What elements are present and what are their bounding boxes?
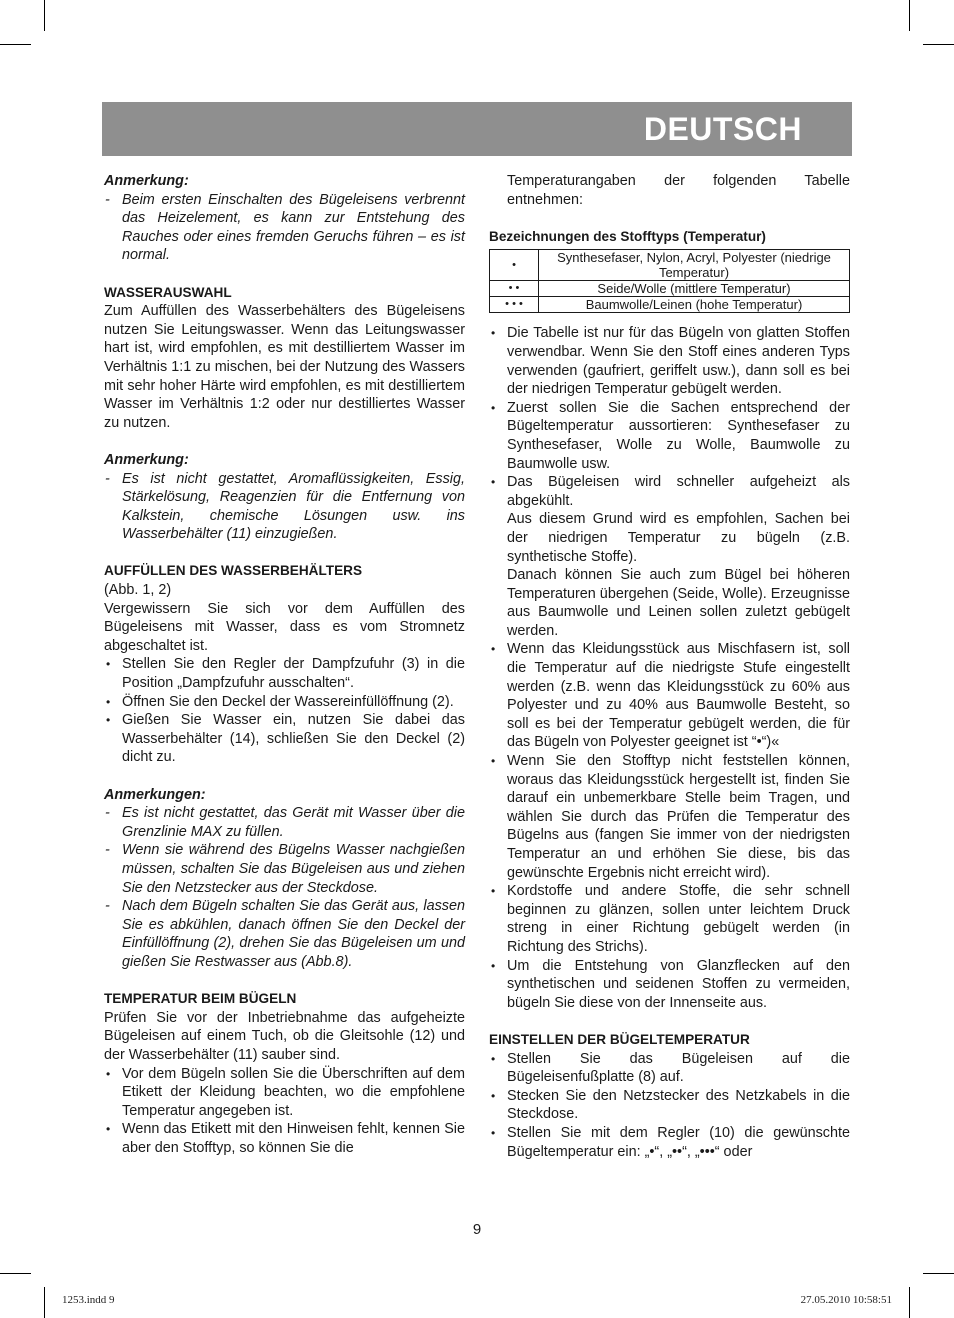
crop-mark (909, 1287, 910, 1318)
list-item: • Wenn das Kleidungsstück aus Mischfasern ist, soll die Temperatur auf die niedrigste Stufe eingestellt werden (z.B. wenn das Kleidungsstück zu 60% aus Polyester und zu 40% aus Baumwolle Besteht, so soll es bei der Temperatur gebügelt werden, die für das Bügeln von Polyester geeignet ist “•“)« (491, 641, 850, 751)
section-heading-set-temperature: EINSTELLEN DER BÜGELTEMPERATUR (489, 1031, 750, 1047)
fabric-label: Synthesefaser, Nylon, Acryl, Polyester (niedrige Temperatur) (539, 250, 850, 281)
crop-mark (44, 0, 45, 31)
list-item: • Die Tabelle ist nur für das Bügeln von glatten Stoffen verwendbar. Wenn Sie den Stoff eines anderen Typs verwenden (gaufriert, geriffelt usw.), dann soll es bei der niedrigen Temperatur gebügelt werden. (491, 325, 850, 398)
note-item: - Beim ersten Einschalten des Bügeleisens verbrennt das Heizelement, es kann zur Entstehung des Rauches oder eines fremden Geruchs führen – es ist normal. (105, 191, 465, 264)
list-item: • Gießen Sie Wasser ein, nutzen Sie dabei das Wasserbehälter (14), schließen Sie den Deckel (2) dicht zu. (106, 712, 465, 766)
list-item: • Wenn das Etikett mit den Hinweisen fehlt, kennen Sie aber den Stofftyp, so können Sie die (106, 1121, 465, 1156)
fabric-label: Seide/Wolle (mittlere Temperatur) (539, 281, 850, 297)
language-header-bar (102, 102, 852, 156)
temperature-dots: • • (490, 281, 539, 297)
note-title: Anmerkungen: (104, 786, 206, 803)
list-item: • Kordstoffe und andere Stoffe, die sehr schnell beginnen zu glänzen, sollen unter leichtem Druck streng in einer Richtung gebügelt werden (in Richtung des Strichs). (491, 883, 850, 955)
right-column (489, 172, 850, 1161)
note-title: Anmerkung: (104, 451, 189, 468)
note-item: - Es ist nicht gestattet, Aromaflüssigkeiten, Essig, Stärkelösung, Reagenzien für die Entfernung von Kalkstein, chemische Lösungen usw. ins Wasserbehälter (11) einzugießen. (105, 470, 465, 543)
note-item: - Es ist nicht gestattet, das Gerät mit Wasser über die Grenzlinie MAX zu füllen. (105, 805, 465, 840)
section-heading-fill: AUFFÜLLEN DES WASSERBEHÄLTERS (104, 563, 363, 579)
crop-mark (923, 1273, 954, 1274)
language-title: DEUTSCH (643, 111, 802, 147)
list-item: • Das Bügeleisen wird schneller aufgeheizt als abgekühlt. (491, 474, 850, 509)
section-heading-water: WASSERAUSWAHL (104, 284, 232, 300)
list-item: • Vor dem Bügeln sollen Sie die Überschriften auf dem Etikett der Kleidung beachten, wo die empfohlene Temperatur angegeben ist. (106, 1065, 465, 1119)
footer-datetime: 27.05.2010 10:58:51 (800, 1294, 892, 1306)
table-row (490, 250, 850, 281)
crop-mark (923, 44, 954, 45)
list-item: • Um die Entstehung von Glanzflecken auf den synthetischen und seidenen Stoffen zu vermeiden, bügeln Sie diese von der Innenseite aus. (491, 957, 850, 1011)
list-item-continuation: Aus diesem Grund wird es empfohlen, Sachen bei der niedrigen Temperatur zu bügeln (z.B. synthetische Stoffe). (507, 511, 850, 565)
table-row (490, 281, 850, 297)
note-item: - Nach dem Bügeln schalten Sie das Gerät aus, lassen Sie es abkühlen, danach öffnen Sie den Deckel der Einfüllöffnung (2), drehen Sie das Bügeleisen um und gießen Sie Restwasser aus (Abb.8). (105, 898, 465, 970)
continued-text: Temperaturangaben der folgenden Tabelle entnehmen: (507, 173, 850, 208)
fabric-label: Baumwolle/Leinen (hohe Temperatur) (539, 297, 850, 313)
left-column (104, 172, 465, 1157)
temperature-dots: • (490, 250, 539, 281)
water-text: Zum Auffüllen des Wasserbehälters des Bügeleisens nutzen Sie Leitungswasser. Wenn das Leitungswasser hart ist, wird empfohlen, es mit destilliertem Wasser im Verhältnis 1:1 zu mischen, bei der Nutzung des Wassers mit sehr hoher Härte wird empfohlen, es mit destilliertem Wasser im Verhältnis 1:2 oder nur destilliertes Wasser zu nutzen. (104, 303, 465, 431)
list-item: • Stellen Sie den Regler der Dampfzufuhr (3) in die Position „Dampfzufuhr ausschalten“. (106, 656, 465, 692)
list-item: • Stellen Sie mit dem Regler (10) die gewünschte Bügeltemperatur ein: „•“, „••“, „•••“ oder (491, 1124, 850, 1160)
figure-reference: (Abb. 1, 2) (104, 582, 172, 599)
crop-mark (909, 0, 910, 31)
page-number: 9 (472, 1221, 482, 1238)
temperature-dots: • • • (490, 297, 539, 313)
crop-mark (0, 44, 31, 45)
footer-file-name: 1253.indd 9 (62, 1294, 115, 1306)
note-title: Anmerkung: (104, 173, 189, 189)
crop-mark (0, 1273, 31, 1274)
list-item: • Stecken Sie den Netzstecker des Netzkabels in die Steckdose. (491, 1087, 850, 1123)
fill-text: Vergewissern Sie sich vor dem Auffüllen des Bügeleisens mit Wasser, dass es vom Stromnetz abgeschaltet ist. (104, 600, 465, 654)
fabric-temperature-table (489, 249, 850, 313)
note-item: - Wenn sie während des Bügelns Wasser nachgießen müssen, schalten Sie das Bügeleisen aus und ziehen Sie den Netzstecker aus der Steckdose. (105, 842, 465, 896)
table-row (490, 297, 850, 313)
list-item-continuation: Danach können Sie auch zum Bügel bei höheren Temperaturen übergehen (Seide, Wolle). Erzeugnisse aus Baumwolle und Leinen sollen zuletzt gebügelt werden. (507, 567, 850, 639)
temperature-text: Prüfen Sie vor der Inbetriebnahme das aufgeheizte Bügeleisen auf einem Tuch, ob die Gleitsohle (12) und der Wasserbehälter (11) sauber sind. (104, 1009, 465, 1063)
crop-mark (44, 1287, 45, 1318)
fabric-table-title: Bezeichnungen des Stofftyps (Temperatur) (489, 228, 766, 244)
list-item: • Stellen Sie das Bügeleisen auf die Bügeleisenfußplatte (8) auf. (491, 1050, 850, 1086)
list-item: • Zuerst sollen Sie die Sachen entsprechend der Bügeltemperatur aussortieren: Synthesefaser zu Synthesefaser, Wolle zu Wolle, Baumwolle zu Baumwolle usw. (491, 399, 850, 472)
list-item: • Wenn Sie den Stofftyp nicht feststellen können, woraus das Kleidungsstück hergestellt ist, finden Sie darauf ein unbemerkbare Stelle beim Tragen, und wählen Sie durch das Prüfen die Temperatur des Bügelns aus (fangen Sie immer von der niedrigsten Temperatur an und erhöhen Sie diese, bis das gewünschte Ergebnis nicht erreicht wird). (491, 753, 850, 881)
list-item: • Öffnen Sie den Deckel der Wassereinfüllöffnung (2). (106, 693, 454, 710)
section-heading-temperature: TEMPERATUR BEIM BÜGELN (104, 991, 297, 1007)
